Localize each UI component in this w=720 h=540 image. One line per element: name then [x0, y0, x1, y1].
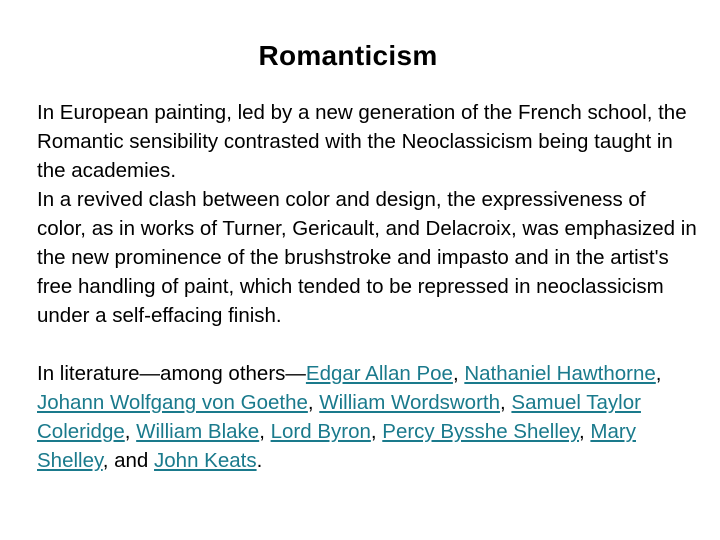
author-link-byron[interactable]: Lord Byron: [270, 420, 371, 443]
author-link-poe[interactable]: Edgar Allan Poe: [305, 362, 453, 385]
author-link-coleridge[interactable]: Samuel Taylor Coleridge: [37, 391, 641, 443]
slide-title: Romanticism: [258, 40, 438, 71]
color-design-paragraph: In a revived clash between color and design, the expressiveness of color, as in works of Turner, Gericault, and Delacroix, was emphasized in the new prominence of the brushstroke and impasto and in the artist's free handling of paint, which tended to be repressed in neoclassicism under a self-effacing finish.: [37, 188, 697, 327]
author-link-percy-shelley[interactable]: Percy Bysshe Shelley: [382, 420, 580, 443]
separator: ,: [259, 420, 271, 443]
author-link-goethe[interactable]: Johann Wolfgang von Goethe: [37, 391, 308, 414]
painting-paragraph: In European painting, led by a new generation of the French school, the Romantic sensibility contrasted with the Neoclassicism being taught in the academies.: [37, 101, 687, 182]
separator: ,: [370, 420, 383, 443]
author-link-wordsworth[interactable]: William Wordsworth: [319, 391, 501, 414]
paragraph-spacer: [37, 330, 699, 359]
separator: ,: [452, 362, 465, 385]
author-link-blake[interactable]: William Blake: [136, 420, 260, 443]
slide-body: [37, 98, 699, 475]
separator: ,: [124, 420, 137, 443]
separator: ,: [655, 362, 662, 385]
separator: ,: [579, 420, 591, 443]
final-conjunction: , and: [102, 449, 155, 472]
separator: ,: [307, 391, 320, 414]
separator: ,: [500, 391, 512, 414]
author-link-keats[interactable]: John Keats: [154, 449, 257, 472]
sentence-end: .: [256, 449, 263, 472]
author-link-hawthorne[interactable]: Nathaniel Hawthorne: [464, 362, 656, 385]
author-link-mary-shelley[interactable]: Mary Shelley: [37, 420, 636, 472]
literature-paragraph: [37, 359, 699, 475]
literature-intro: In literature—among others—: [37, 362, 306, 385]
